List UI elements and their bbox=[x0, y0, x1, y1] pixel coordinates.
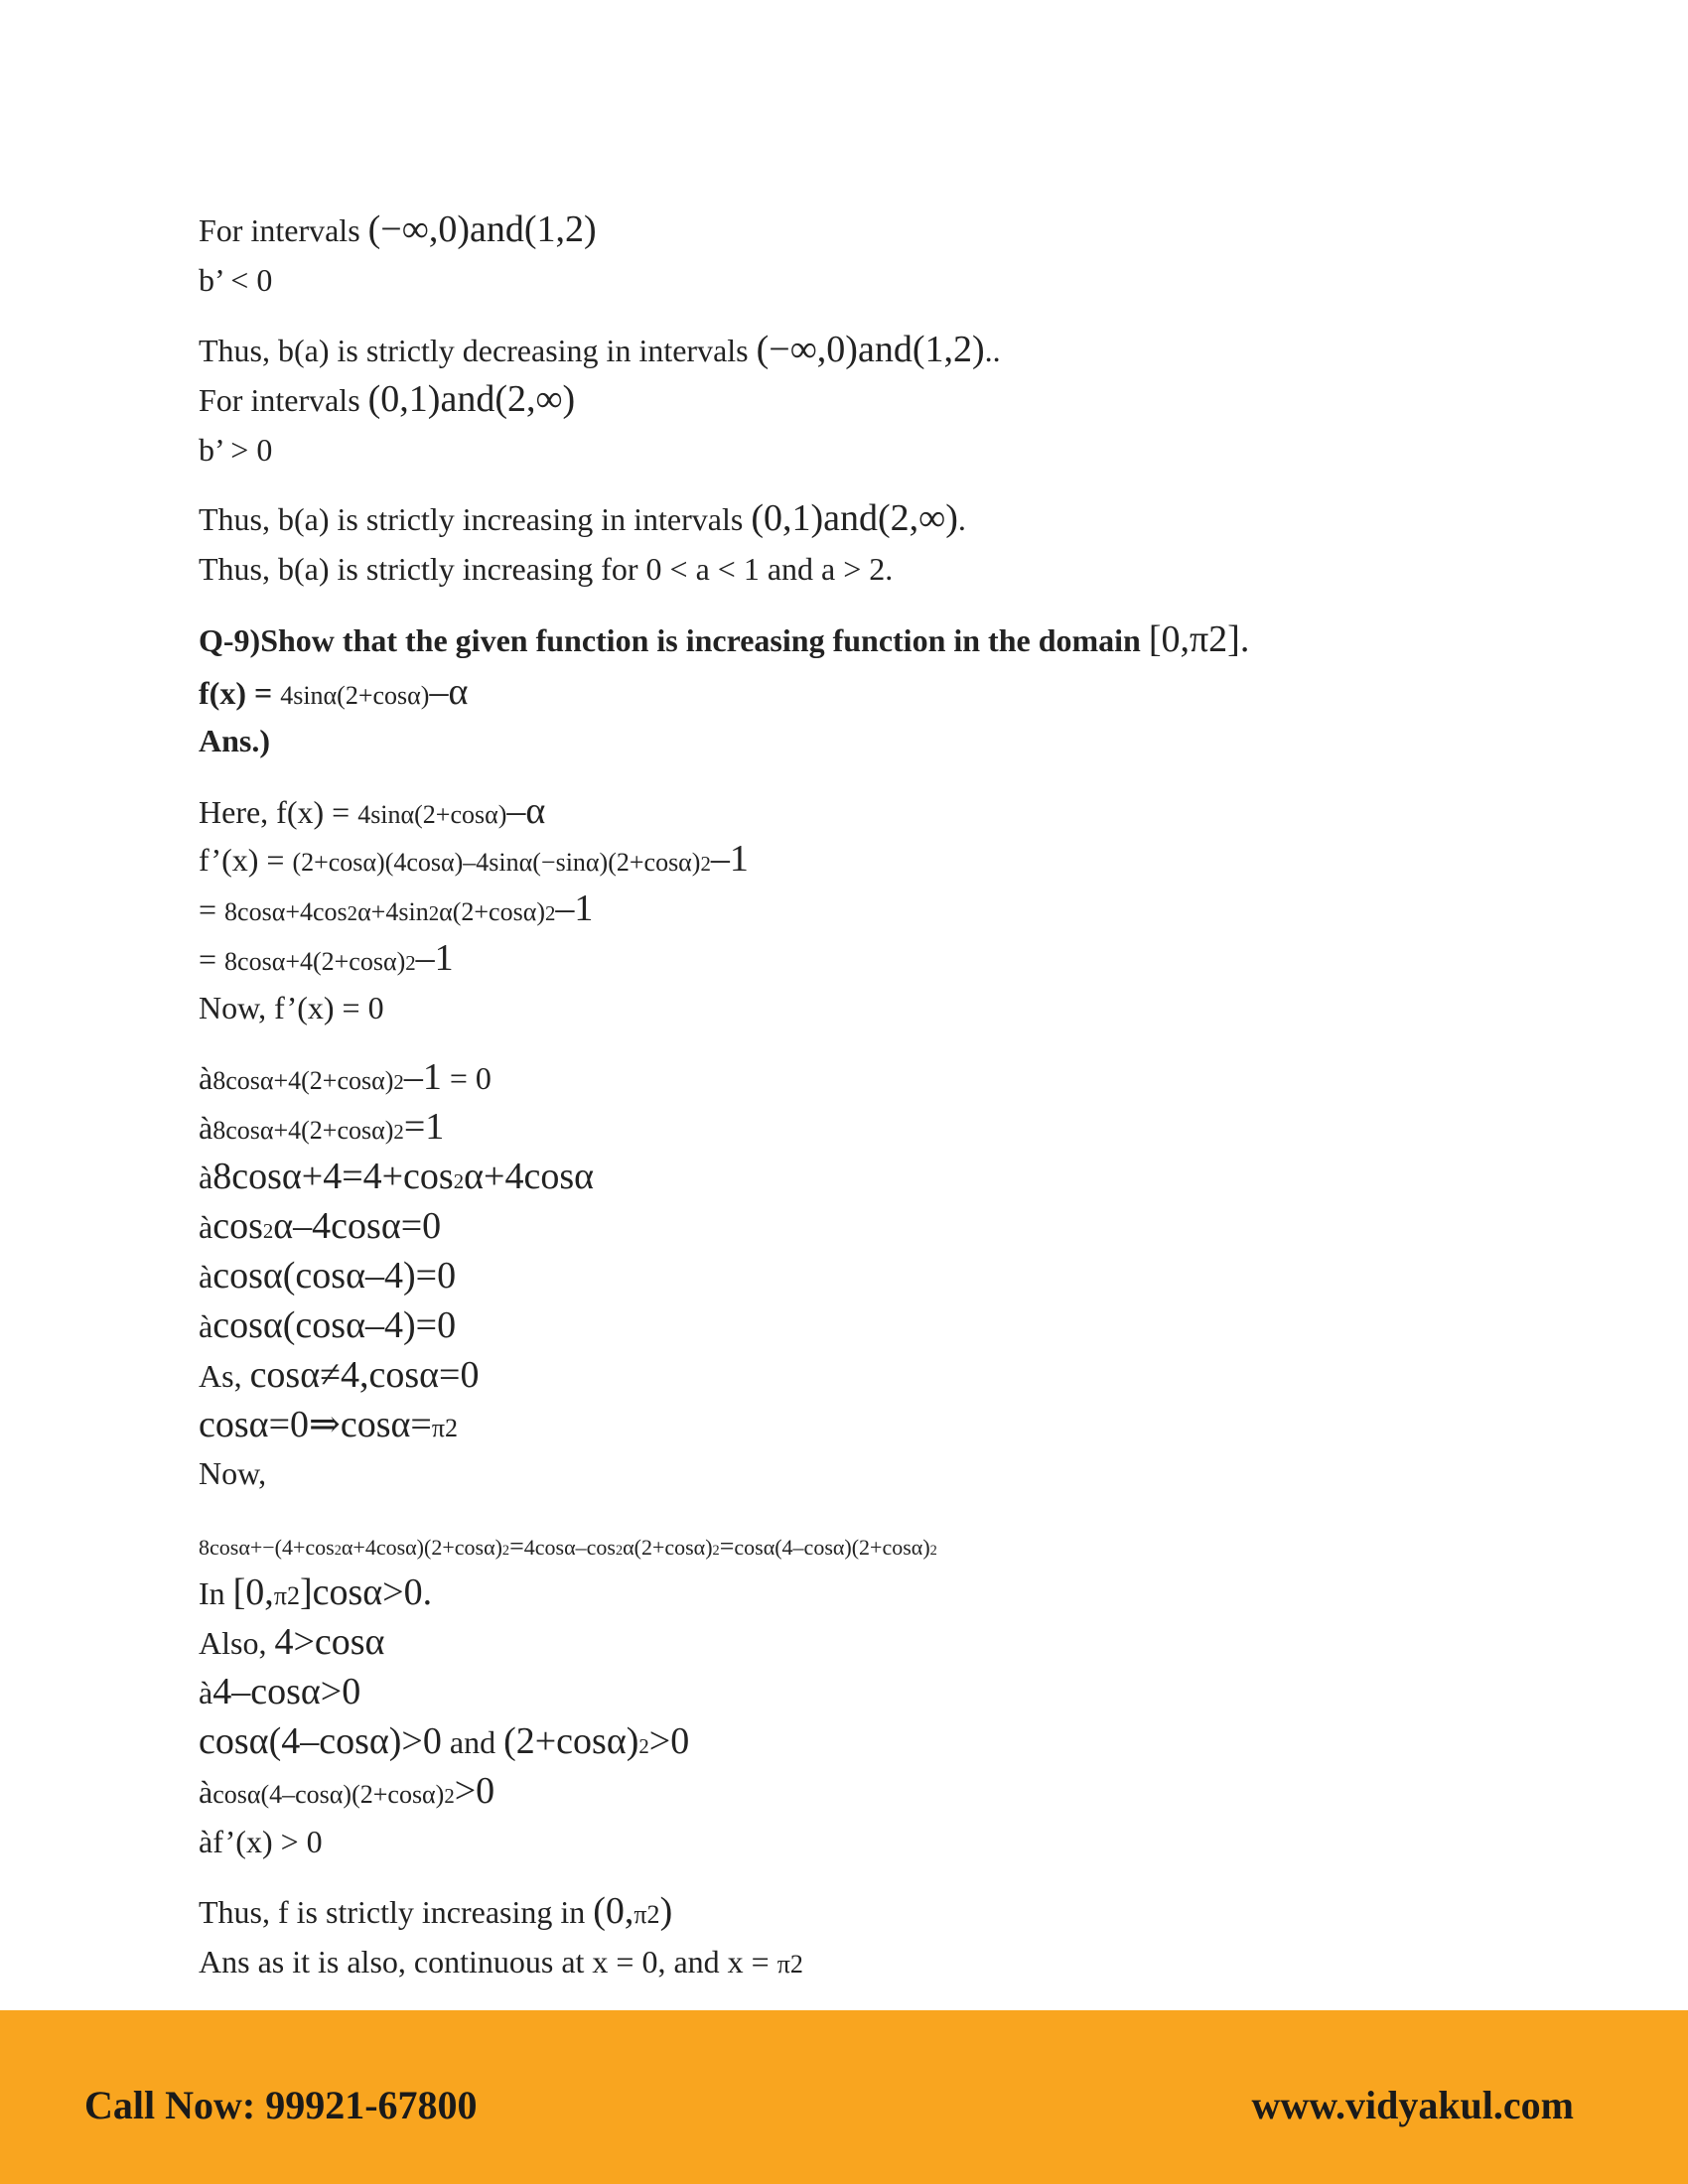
math: cosα=0⇒cosα= bbox=[199, 1404, 432, 1445]
math: (−∞,0)and(1,2) bbox=[756, 329, 985, 370]
line-as bbox=[199, 1356, 479, 1394]
function-definition bbox=[199, 673, 468, 711]
math: π2 bbox=[431, 1414, 458, 1442]
line-derivative-1 bbox=[199, 840, 749, 878]
math: α–4cosα=0 bbox=[273, 1205, 442, 1247]
math: cosα(4–cosα)(2+cosα) bbox=[734, 1535, 930, 1560]
label: f(x) = bbox=[199, 675, 281, 711]
math: –α bbox=[506, 790, 546, 832]
math: cosα(cosα–4)=0 bbox=[212, 1304, 457, 1346]
question-text: Q-9)Show that the given function is increasing function in the domain bbox=[199, 622, 1149, 658]
line-now-1 bbox=[199, 992, 384, 1024]
text: à bbox=[199, 1209, 213, 1245]
line-cos-zero bbox=[199, 1406, 458, 1443]
math: π2 bbox=[633, 1900, 660, 1929]
math: [0, bbox=[232, 1571, 274, 1613]
math: α+4cosα)(2+cosα) bbox=[341, 1535, 502, 1560]
footer-banner bbox=[0, 2010, 1688, 2184]
text: à bbox=[199, 1160, 213, 1195]
text: and bbox=[441, 1724, 504, 1760]
line-and bbox=[199, 1722, 689, 1760]
math: 4sinα(2+cosα) bbox=[357, 800, 507, 829]
math: 2 bbox=[405, 952, 416, 975]
math: >0 bbox=[648, 1720, 690, 1762]
line-eq-3 bbox=[199, 1158, 594, 1195]
text: = bbox=[199, 891, 225, 927]
text: b’ > 0 bbox=[199, 432, 273, 468]
line-derivative-positive bbox=[199, 1826, 323, 1857]
math: = bbox=[719, 1532, 735, 1561]
text: As, bbox=[199, 1358, 250, 1394]
math: α+4sin bbox=[357, 897, 429, 926]
math: α(2+cosα) bbox=[439, 897, 545, 926]
math: –1 bbox=[403, 1056, 442, 1098]
math: (−∞,0)and(1,2) bbox=[367, 208, 597, 250]
math: –1 bbox=[710, 838, 749, 880]
line-increasing bbox=[199, 499, 966, 537]
math: 2 bbox=[334, 1543, 342, 1559]
math: π2 bbox=[776, 1950, 803, 1979]
math: 8cosα+4(2+cosα) bbox=[224, 947, 406, 976]
math: 4–cosα>0 bbox=[212, 1671, 361, 1712]
math: 8cosα+−(4+cos bbox=[199, 1535, 335, 1560]
math: =1 bbox=[403, 1106, 445, 1148]
math: [0,π2]. bbox=[1148, 618, 1250, 660]
text: f’(x) = bbox=[199, 842, 293, 878]
line-b-pos bbox=[199, 434, 272, 466]
line-here bbox=[199, 792, 545, 830]
math: 8cosα+4=4+cos bbox=[212, 1156, 454, 1197]
text: à bbox=[199, 1259, 213, 1295]
math: 4cosα–cos bbox=[523, 1535, 616, 1560]
text: Here, f(x) = bbox=[199, 794, 358, 830]
text: Now, f’(x) = 0 bbox=[199, 990, 384, 1025]
math: 2 bbox=[615, 1543, 624, 1559]
math: cosα(cosα–4)=0 bbox=[212, 1255, 457, 1297]
line-fraction-positive bbox=[199, 1772, 494, 1810]
math: 2 bbox=[453, 1170, 465, 1193]
math: π2 bbox=[273, 1581, 300, 1610]
line-thus-increasing bbox=[199, 1892, 672, 1930]
math: cosα≠4,cosα=0 bbox=[249, 1354, 480, 1396]
line-long-expression bbox=[199, 1534, 937, 1560]
text: = 0 bbox=[441, 1060, 492, 1096]
line-eq-2 bbox=[199, 1108, 444, 1146]
math: cosα(4–cosα)>0 bbox=[199, 1720, 442, 1762]
line-eq-6 bbox=[199, 1306, 456, 1344]
text: Ans as it is also, continuous at x = 0, and x = bbox=[199, 1944, 777, 1979]
text: .. bbox=[984, 333, 1001, 368]
math: 2 bbox=[712, 1543, 720, 1559]
math: 8cosα+4cos bbox=[224, 897, 348, 926]
line-in-domain bbox=[199, 1573, 432, 1611]
question-9 bbox=[199, 620, 1249, 658]
math: 2 bbox=[929, 1543, 937, 1559]
math: >0 bbox=[454, 1770, 495, 1812]
text: Thus, f is strictly increasing in bbox=[199, 1894, 594, 1930]
text: = bbox=[199, 941, 225, 977]
text: Also, bbox=[199, 1625, 275, 1661]
line-4-minus-cos bbox=[199, 1673, 360, 1710]
text: Ans.) bbox=[199, 723, 271, 758]
line-derivative-2 bbox=[199, 889, 593, 927]
math: 2 bbox=[700, 853, 711, 876]
math: 2 bbox=[444, 1785, 455, 1808]
math: ]cosα>0. bbox=[299, 1571, 433, 1613]
math: 2 bbox=[347, 902, 358, 925]
line-intervals-2 bbox=[199, 380, 575, 418]
math: –α bbox=[429, 671, 469, 713]
math: (0, bbox=[593, 1890, 634, 1932]
line-derivative-3 bbox=[199, 939, 454, 977]
math: 2 bbox=[393, 1071, 404, 1094]
math: (2+cosα) bbox=[503, 1720, 639, 1762]
math: 2 bbox=[393, 1121, 404, 1144]
math: cosα(4–cosα)(2+cosα) bbox=[212, 1780, 445, 1809]
line-decreasing bbox=[199, 331, 1001, 368]
text: à bbox=[199, 1308, 213, 1344]
math: 2 bbox=[262, 1220, 274, 1243]
line-eq-5 bbox=[199, 1257, 456, 1295]
text: à bbox=[199, 1110, 213, 1146]
math: α+4cosα bbox=[464, 1156, 595, 1197]
text: Now, bbox=[199, 1455, 267, 1491]
footer-website-link[interactable]: www.vidyakul.com bbox=[1251, 2083, 1574, 2127]
math: 2 bbox=[501, 1543, 510, 1559]
text: Thus, b(a) is strictly increasing for 0 < a < 1 and a > 2. bbox=[199, 551, 894, 587]
math: α(2+cosα) bbox=[623, 1535, 713, 1560]
math: –1 bbox=[415, 937, 454, 979]
math: = bbox=[509, 1532, 524, 1561]
line-now-2 bbox=[199, 1457, 266, 1489]
answer-label bbox=[199, 725, 270, 756]
text: For intervals bbox=[199, 382, 368, 418]
text: . bbox=[957, 501, 966, 537]
text: In bbox=[199, 1575, 233, 1611]
text: Thus, b(a) is strictly decreasing in intervals bbox=[199, 333, 757, 368]
math: 4>cosα bbox=[274, 1621, 385, 1663]
text: àf’(x) > 0 bbox=[199, 1824, 323, 1859]
math: (2+cosα)(4cosα)–4sinα(−sinα)(2+cosα) bbox=[292, 848, 701, 877]
math: 2 bbox=[638, 1735, 649, 1758]
line-also bbox=[199, 1623, 384, 1661]
line-b-neg bbox=[199, 264, 272, 296]
footer-phone[interactable]: Call Now: 99921-67800 bbox=[84, 2083, 478, 2127]
math: cos bbox=[212, 1205, 263, 1247]
text: For intervals bbox=[199, 212, 368, 248]
text: à bbox=[199, 1774, 213, 1810]
line-eq-4 bbox=[199, 1207, 441, 1245]
math: 2 bbox=[428, 902, 440, 925]
math: (0,1)and(2,∞) bbox=[367, 378, 576, 420]
text: à bbox=[199, 1060, 213, 1096]
text: b’ < 0 bbox=[199, 262, 273, 298]
line-intervals-1 bbox=[199, 210, 597, 248]
math: ) bbox=[659, 1890, 673, 1932]
line-continuous bbox=[199, 1946, 803, 1978]
math: 4sinα(2+cosα) bbox=[280, 681, 430, 710]
line-increasing-range bbox=[199, 553, 893, 585]
math: 8cosα+4(2+cosα) bbox=[212, 1116, 394, 1145]
math: 8cosα+4(2+cosα) bbox=[212, 1066, 394, 1095]
math: 2 bbox=[545, 902, 556, 925]
math: –1 bbox=[555, 887, 594, 929]
text: à bbox=[199, 1675, 213, 1710]
math: (0,1)and(2,∞) bbox=[751, 497, 958, 539]
text: Thus, b(a) is strictly increasing in intervals bbox=[199, 501, 752, 537]
line-eq-1 bbox=[199, 1058, 492, 1096]
